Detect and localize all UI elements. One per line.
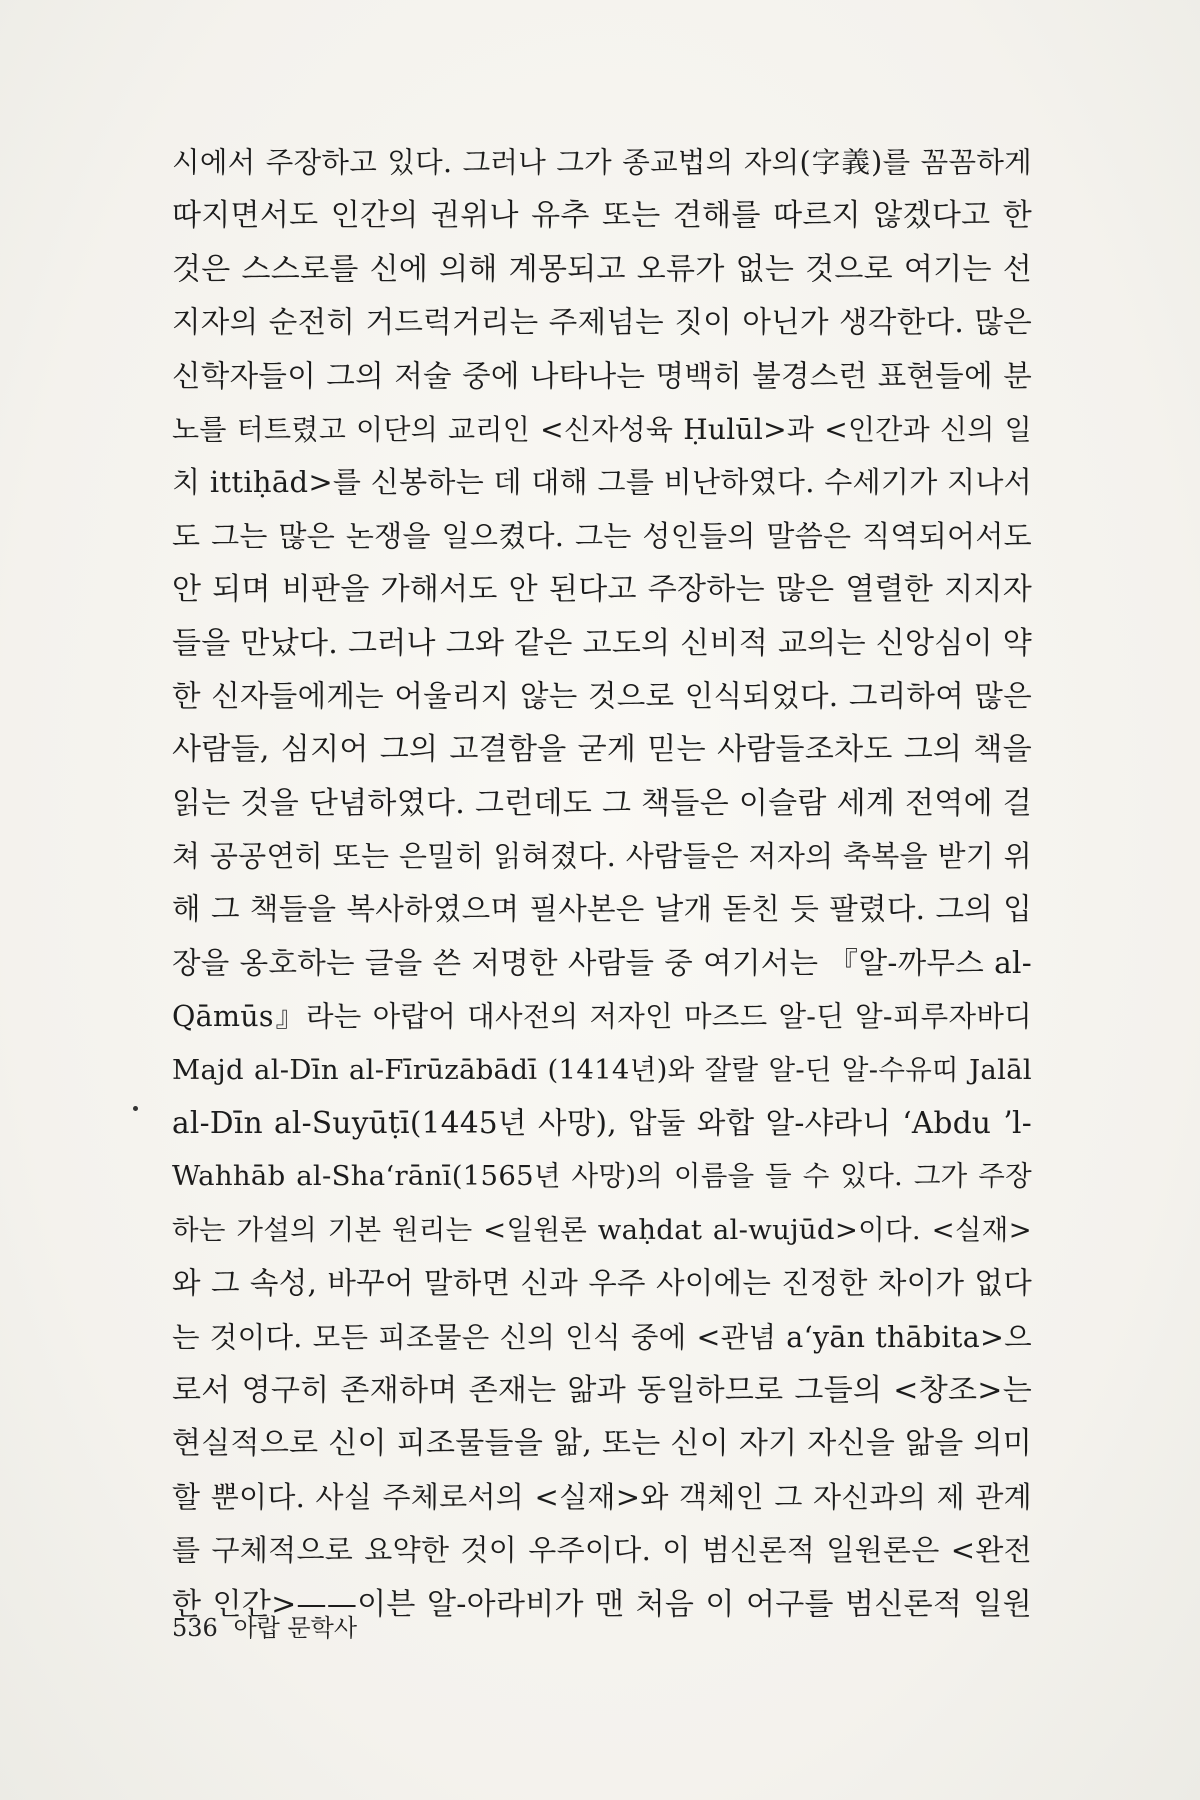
text-line: 한 인간>——이븐 알-아라비가 맨 처음 이 어구를 범신론적 일원 (172, 1586, 1032, 1622)
text-line: 따지면서도 인간의 권위나 유추 또는 견해를 따르지 않겠다고 한 (172, 198, 1032, 234)
text-line: 시에서 주장하고 있다. 그러나 그가 종교법의 자의(字義)를 꼼꼼하게 (172, 146, 1032, 179)
page-footer (172, 1608, 357, 1643)
margin-mark (133, 1106, 138, 1111)
text-line: 한 신자들에게는 어울리지 않는 것으로 인식되었다. 그리하여 많은 (172, 678, 1032, 713)
text-line: 를 구체적으로 요약한 것이 우주이다. 이 범신론적 일원론은 <완전 (172, 1533, 1032, 1568)
text-line: 들을 만났다. 그러나 그와 같은 고도의 신비적 교의는 신앙심이 약 (172, 625, 1032, 661)
text-line: 것은 스스로를 신에 의해 계몽되고 오류가 없는 것으로 여기는 선 (172, 251, 1032, 287)
text-line: 장을 옹호하는 글을 쓴 저명한 사람들 중 여기서는 『알-까무스 al- (172, 945, 1032, 980)
text-line: 할 뿐이다. 사실 주체로서의 <실재>와 객체인 그 자신과의 제 관계 (172, 1479, 1032, 1514)
text-line: 지자의 순전히 거드럭거리는 주제넘는 짓이 아닌가 생각한다. 많은 (172, 305, 1032, 340)
text-line: al-Dīn al-Suyūṭī(1445년 사망), 압둘 와합 알-샤라니 ʻAbdu ʼl- (172, 1106, 1032, 1141)
text-line: 치 ittiḥād>를 신봉하는 데 대해 그를 비난하였다. 수세기가 지나서 (172, 465, 1032, 500)
text-line: 쳐 공공연히 또는 은밀히 읽혀졌다. 사람들은 저자의 축복을 받기 위 (172, 839, 1032, 874)
text-line: 도 그는 많은 논쟁을 일으켰다. 그는 성인들의 말씀은 직역되어서도 (172, 518, 1032, 553)
text-line: 노를 터트렸고 이단의 교리인 <신자성육 Ḥulūl>과 <인간과 신의 일 (172, 412, 1032, 446)
text-line: 로서 영구히 존재하며 존재는 앎과 동일하므로 그들의 <창조>는 (172, 1372, 1032, 1408)
text-line: 안 되며 비판을 가해서도 안 된다고 주장하는 많은 열렬한 지지자 (172, 572, 1032, 608)
text-line: Majd al-Dīn al-Fīrūzābādī (1414년)와 잘랄 알-딘 알-수유띠 Jalāl (172, 1053, 1032, 1086)
text-line: 신학자들이 그의 저술 중에 나타나는 명백히 불경스런 표현들에 분 (172, 358, 1032, 393)
text-line: 사람들, 심지어 그의 고결함을 굳게 믿는 사람들조차도 그의 책을 (172, 732, 1032, 768)
text-line: 읽는 것을 단념하였다. 그런데도 그 책들은 이슬람 세계 전역에 걸 (172, 785, 1032, 821)
text-line: Wahhāb al-Shaʻrānī(1565년 사망)의 이름을 들 수 있다. 그가 주장 (172, 1160, 1032, 1193)
text-line: Qāmūs』라는 아랍어 대사전의 저자인 마즈드 알-딘 알-피루자바디 (172, 1000, 1032, 1034)
text-line: 는 것이다. 모든 피조물은 신의 인식 중에 <관념 aʻyān thābita>으 (172, 1320, 1032, 1354)
text-line: 하는 가설의 기본 원리는 <일원론 waḥdat al-wujūd>이다. <실재> (172, 1213, 1032, 1246)
text-line: 현실적으로 신이 피조물들을 앎, 또는 신이 자기 자신을 앎을 의미 (172, 1426, 1032, 1462)
page-number: 536 (172, 1614, 218, 1642)
running-title: 아랍 문학사 (233, 1614, 358, 1642)
body-text (172, 136, 1032, 1631)
text-line: 해 그 책들을 복사하였으며 필사본은 날개 돋친 듯 팔렸다. 그의 입 (172, 892, 1032, 927)
text-line: 와 그 속성, 바꾸어 말하면 신과 우주 사이에는 진정한 차이가 없다 (172, 1266, 1032, 1301)
